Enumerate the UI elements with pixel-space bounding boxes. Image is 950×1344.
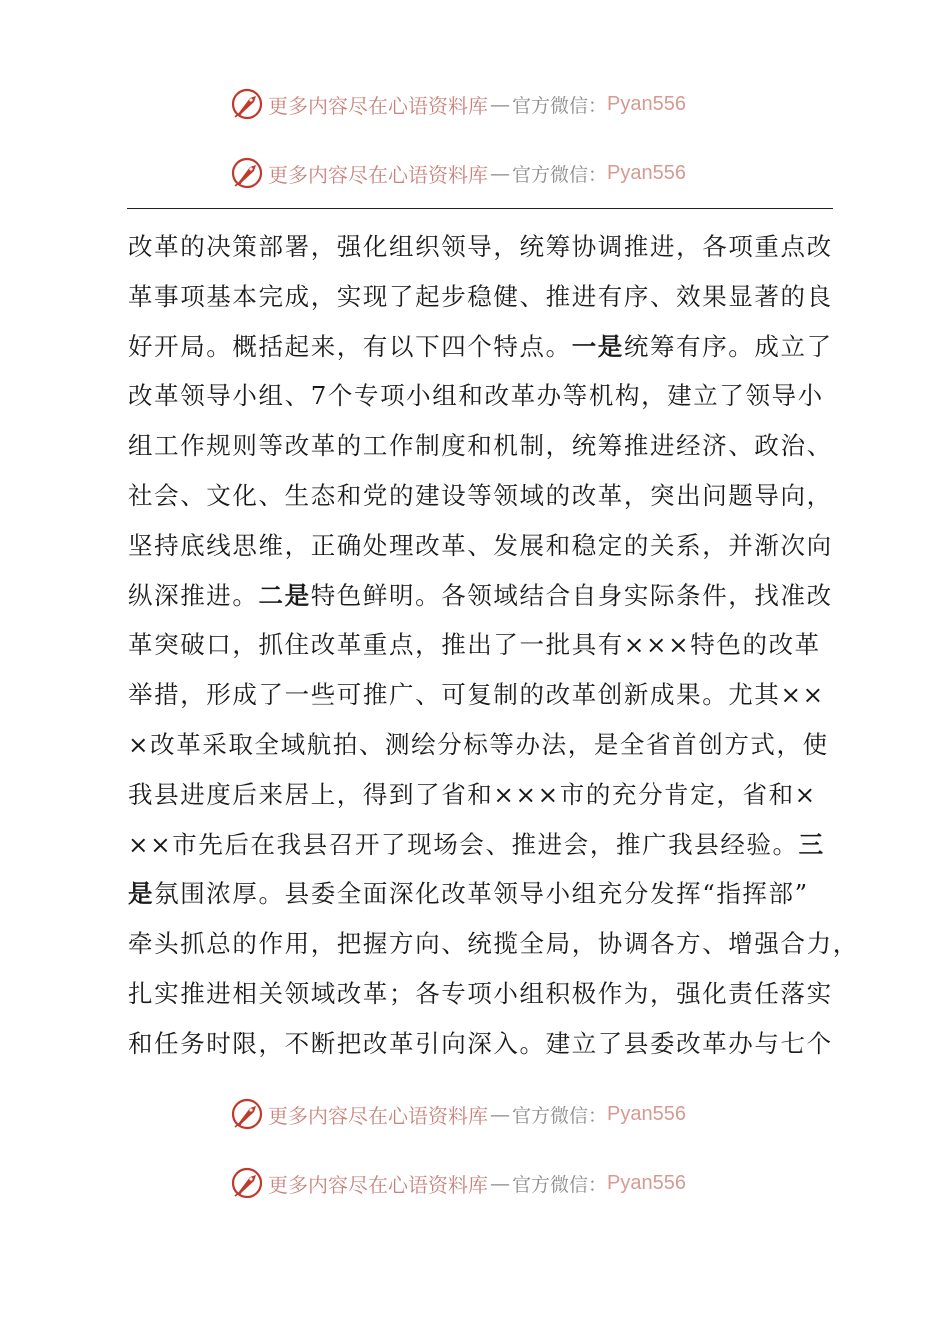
text-run: 好开局。概括起来，有以下四个特点。 [128,331,572,361]
text-run: 组工作规则等改革的工作制度和机制，统筹推进经济、政治、 [128,431,833,461]
emphasis-text: 一是 [571,331,624,361]
header-watermark-1 [230,86,686,122]
emphasis-text: 三 [798,829,825,859]
text-line [128,919,859,969]
text-run: 和任务时限，不断把改革引向深入。建立了县委改革办与七个 [128,1028,833,1058]
text-line [128,770,848,820]
footer-watermark-2 [230,1165,686,1201]
watermark-account: Pyan556 [607,1102,686,1125]
text-run: 坚持底线思维，正确处理改革、发展和稳定的关系，并渐次向 [128,530,833,560]
text-run: 特色鲜明。各领域结合自身实际条件，找准改 [310,580,833,610]
pen-nib-circle-icon [230,87,264,121]
watermark-brand-text: 更多内容尽在心语资料库 [268,93,488,118]
pen-nib-circle-icon [230,1166,264,1200]
watermark-brand-text: 更多内容尽在心语资料库 [268,1103,488,1128]
text-line [128,720,848,770]
text-line [128,820,848,870]
text-line [128,272,848,322]
watermark-brand-text: 更多内容尽在心语资料库 [268,162,488,187]
header-watermark-2 [230,155,686,191]
text-run: 氛围浓厚。县委全面深化改革领导小组充分发挥“指挥部” [154,879,809,909]
watermark-account: Pyan556 [607,1171,686,1194]
text-line [128,222,848,272]
text-run: 改革的决策部署，强化组织领导，统筹协调推进，各项重点改 [128,232,833,261]
text-line [128,521,848,571]
text-run: 统筹有序。成立了 [623,331,833,361]
watermark-separator: — [490,1102,510,1126]
watermark-brand-text: 更多内容尽在心语资料库 [268,1172,488,1197]
watermark-account: Pyan556 [607,92,686,115]
text-line [128,421,848,471]
header-divider [127,208,833,209]
document-body [128,222,859,1069]
footer-watermark-1 [230,1096,686,1132]
text-run: 纵深推进。 [128,580,259,610]
pen-nib-circle-icon [230,1097,264,1131]
text-line [128,471,848,521]
watermark-separator: — [490,1171,510,1195]
emphasis-text: 二是 [258,580,311,610]
text-run: 革事项基本完成，实现了起步稳健、推进有序、效果显著的良 [128,281,833,311]
watermark-label: 官方微信： [512,94,608,117]
text-line [128,670,848,720]
text-line [128,620,848,670]
watermark-label: 官方微信： [512,1173,608,1196]
watermark-label: 官方微信： [512,163,608,186]
text-line [128,371,848,421]
text-run: 我县进度后来居上，得到了省和×××市的充分肯定，省和× [128,779,817,809]
watermark-separator: — [490,92,510,116]
text-run: ×改革采取全域航拍、测绘分标等办法，是全省首创方式，使 [128,729,829,759]
text-run: 社会、文化、生态和党的建设等领域的改革，突出问题导向， [128,480,833,510]
emphasis-text: 是 [128,879,155,909]
text-line [128,571,848,621]
text-line [128,869,848,919]
watermark-label: 官方微信： [512,1104,608,1127]
text-line [128,322,848,372]
text-line [128,1019,848,1069]
text-run: 革突破口，抓住改革重点，推出了一批具有×××特色的改革 [128,630,821,660]
text-run: 扎实推进相关领域改革；各专项小组积极作为，强化责任落实 [128,978,833,1008]
watermark-account: Pyan556 [607,161,686,184]
text-run: 改革领导小组、7个专项小组和改革办等机构，建立了领导小 [128,381,824,411]
text-run: 牵头抓总的作用，把握方向、统揽全局，协调各方、增强合力， [128,929,859,959]
text-run: 举措，形成了一些可推广、可复制的改革创新成果。尤其×× [128,680,825,710]
text-line [128,969,848,1019]
pen-nib-circle-icon [230,156,264,190]
watermark-separator: — [490,161,510,185]
text-run: ××市先后在我县召开了现场会、推进会，推广我县经验。 [128,829,799,859]
